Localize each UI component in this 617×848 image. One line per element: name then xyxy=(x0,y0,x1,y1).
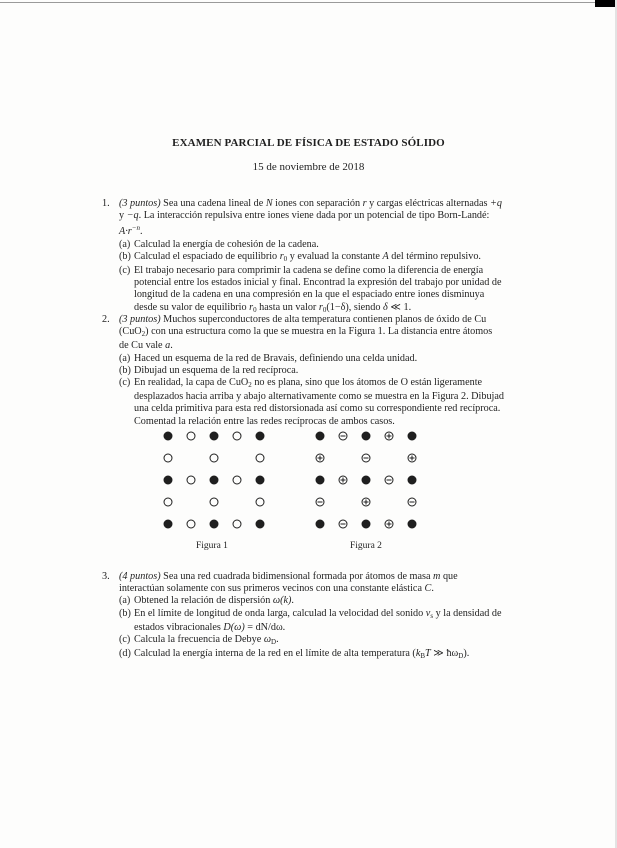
part-label: (c) xyxy=(119,634,131,646)
text: . xyxy=(170,340,173,352)
var-plus-q: +q xyxy=(489,198,502,209)
cu-atom xyxy=(210,476,218,484)
cu-atom xyxy=(362,476,370,484)
o-atom-up xyxy=(408,454,416,462)
part-text: Obtened la relación de dispersión xyxy=(134,595,271,607)
var-D-omega: D(ω) xyxy=(223,621,245,633)
cu-atom xyxy=(256,432,264,440)
part-text: (1−δ), siendo xyxy=(326,301,381,313)
text: . xyxy=(282,621,286,633)
part-label: (b) xyxy=(119,607,131,619)
var-C: C xyxy=(424,583,432,595)
figure-2-caption: Figura 2 xyxy=(350,541,382,551)
exam-date: 15 de noviembre de 2018 xyxy=(252,161,365,173)
o-atom-down xyxy=(316,498,324,506)
var-r: r xyxy=(249,301,254,313)
subscript: 0 xyxy=(283,254,288,263)
part-text: El trabajo necesario para comprimir la cadena se define como la diferencia de energía potencial entre los estados inicial y final. Encontrad la expresión del trabajo por unidad de longitud de la cadena en una compresión en la que el espaciado entre iones disminuya desde su valor de equilibrio xyxy=(134,265,502,313)
o-atom-down xyxy=(408,498,416,506)
o-atom xyxy=(210,454,218,462)
part-label: (b) xyxy=(119,364,131,376)
subscript: 2 xyxy=(141,330,146,339)
o-atom xyxy=(164,498,172,506)
equation: = dN/dω xyxy=(247,621,283,633)
subscript: D xyxy=(271,638,277,647)
o-atom xyxy=(187,476,195,484)
scan-top-edge xyxy=(0,2,617,3)
text: . xyxy=(276,634,279,646)
var-minus-q: −q xyxy=(126,210,139,222)
cu-atom xyxy=(362,432,370,440)
part-label: (d) xyxy=(119,648,131,660)
var-m: m xyxy=(433,571,441,582)
potential-exponent: −n xyxy=(131,224,140,233)
o-atom xyxy=(187,520,195,528)
cu-atom xyxy=(164,432,172,440)
text: y xyxy=(119,210,125,222)
var-A: A xyxy=(382,250,389,262)
problem-number: 3. xyxy=(102,571,110,582)
problem-2 xyxy=(104,314,504,428)
var-N: N xyxy=(265,198,273,209)
cu-atom xyxy=(316,476,324,484)
part-a xyxy=(119,595,504,607)
cu-atom xyxy=(408,520,416,528)
var-T: T xyxy=(425,648,431,660)
cu-atom xyxy=(210,432,218,440)
var-a: a xyxy=(165,340,171,352)
part-text: ≫ ħω xyxy=(433,648,459,660)
part-text: ). xyxy=(463,648,470,660)
o-atom xyxy=(256,498,264,506)
part-c xyxy=(119,377,504,428)
problem-2-statement xyxy=(119,314,504,353)
part-a xyxy=(119,353,504,365)
cu-atom xyxy=(164,520,172,528)
part-label: (a) xyxy=(119,595,131,607)
o-atom xyxy=(210,498,218,506)
exam-title: EXAMEN PARCIAL DE FÍSICA DE ESTADO SÓLIDO xyxy=(172,137,445,149)
part-d xyxy=(119,648,504,662)
potential-formula: A·r xyxy=(119,226,132,238)
part-text: Calculad la energía de cohesión de la cadena. xyxy=(134,238,319,250)
var-omega: ω xyxy=(263,634,272,646)
part-c xyxy=(119,265,504,316)
part-text: Calculad la energía interna de la red en el límite de alta temperatura ( xyxy=(134,648,416,660)
part-b xyxy=(119,608,504,634)
o-atom xyxy=(256,454,264,462)
part-text: En realidad, la capa de CuO xyxy=(134,377,249,389)
problem-3-statement xyxy=(119,571,504,595)
cu-atom xyxy=(408,476,416,484)
scan-corner-mark xyxy=(595,0,617,7)
o-atom-down xyxy=(385,476,393,484)
points: (3 puntos) xyxy=(119,314,161,325)
cu-atom xyxy=(408,432,416,440)
part-text: Haced un esquema de la red de Bravais, definiendo una celda unidad. xyxy=(134,352,418,364)
text: iones con separación xyxy=(275,198,361,209)
text: . xyxy=(139,226,143,238)
part-text: Calculad el espaciado de equilibrio xyxy=(134,250,278,262)
text: . La interacción repulsiva entre iones viene dada por un potencial de tipo Born-Landé: xyxy=(138,210,490,222)
var-r: r xyxy=(362,198,367,209)
o-atom xyxy=(233,520,241,528)
o-atom xyxy=(187,432,195,440)
part-text: y la densidad de estados vibracionales xyxy=(134,607,502,633)
part-label: (c) xyxy=(119,265,131,277)
text: Sea una cadena lineal de xyxy=(163,198,264,209)
part-a xyxy=(119,239,504,251)
text: Sea una red cuadrada bidimensional formada por átomos de masa xyxy=(163,571,431,582)
part-text: del término repulsivo. xyxy=(391,250,481,262)
part-text: hasta un valor xyxy=(259,301,317,313)
var-k: k xyxy=(415,648,421,660)
problem-number: 1. xyxy=(102,198,110,209)
cu-atom xyxy=(362,520,370,528)
cu-atom xyxy=(210,520,218,528)
part-text: En el límite de longitud de onda larga, calculad la velocidad del sonido xyxy=(134,607,424,619)
part-text: Calcula la frecuencia de Debye xyxy=(134,634,262,646)
text: . xyxy=(431,583,434,595)
problem-number: 2. xyxy=(102,314,110,325)
cu-atom xyxy=(316,432,324,440)
figure-1-lattice xyxy=(158,426,278,530)
o-atom-down xyxy=(362,454,370,462)
part-text: ≪ 1. xyxy=(390,301,412,313)
points: (3 puntos) xyxy=(119,198,161,209)
part-b xyxy=(119,365,504,377)
figure-1-caption: Figura 1 xyxy=(196,541,228,551)
o-atom-up xyxy=(362,498,370,506)
part-text: y evaluad la constante xyxy=(289,250,380,262)
text: que interactúan solamente con sus primeros vecinos con una constante elástica xyxy=(119,571,458,595)
figure-2-lattice xyxy=(310,426,430,530)
part-c xyxy=(119,634,504,648)
var-omega-k: ω(k) xyxy=(272,595,292,607)
subscript: D xyxy=(458,652,464,661)
var-v: v xyxy=(425,607,431,619)
cu-atom xyxy=(256,520,264,528)
var-r: r xyxy=(279,250,284,262)
o-atom-up xyxy=(385,432,393,440)
o-atom-down xyxy=(339,432,347,440)
o-atom-up xyxy=(385,520,393,528)
o-atom xyxy=(164,454,172,462)
text: Muchos superconductores de alta temperatura contienen planos de óxido de Cu (CuO xyxy=(119,314,487,338)
cu-atom xyxy=(316,520,324,528)
o-atom xyxy=(233,476,241,484)
part-text: no es plana, sino que los átomos de O están ligeramente desplazados hacia arriba y abajo alternativamente como se muestra en la Figura 2. Dibujad una celda primitiva para esta red distorsionada así como su correspondiente red recíproca. Comentad la relación entre las redes recíprocas de ambos casos. xyxy=(134,377,505,427)
text: y cargas eléctricas alternadas xyxy=(369,198,488,209)
part-label: (a) xyxy=(119,352,131,364)
part-label: (c) xyxy=(119,377,131,389)
part-text: Dibujad un esquema de la red recíproca. xyxy=(134,364,299,376)
var-r: r xyxy=(318,301,323,313)
subscript: B xyxy=(420,652,426,661)
o-atom-up xyxy=(339,476,347,484)
cu-atom xyxy=(256,476,264,484)
text: ) con una estructura como la que se muestra en la Figura 1. La distancia entre átomos de Cu vale xyxy=(119,326,493,352)
points: (4 puntos) xyxy=(119,571,161,582)
var-delta: δ xyxy=(383,301,388,313)
o-atom xyxy=(233,432,241,440)
text: . xyxy=(291,595,294,607)
o-atom-down xyxy=(339,520,347,528)
subscript: s xyxy=(430,611,434,620)
subscript: 2 xyxy=(248,381,252,390)
cu-atom xyxy=(164,476,172,484)
subscript: 0 xyxy=(253,305,257,314)
subscript: 0 xyxy=(322,305,327,314)
problem-1 xyxy=(104,198,504,316)
problem-1-statement xyxy=(119,198,504,239)
part-label: (a) xyxy=(119,238,131,250)
part-b xyxy=(119,251,504,265)
o-atom-up xyxy=(316,454,324,462)
problem-3 xyxy=(104,571,504,662)
part-label: (b) xyxy=(119,250,131,262)
